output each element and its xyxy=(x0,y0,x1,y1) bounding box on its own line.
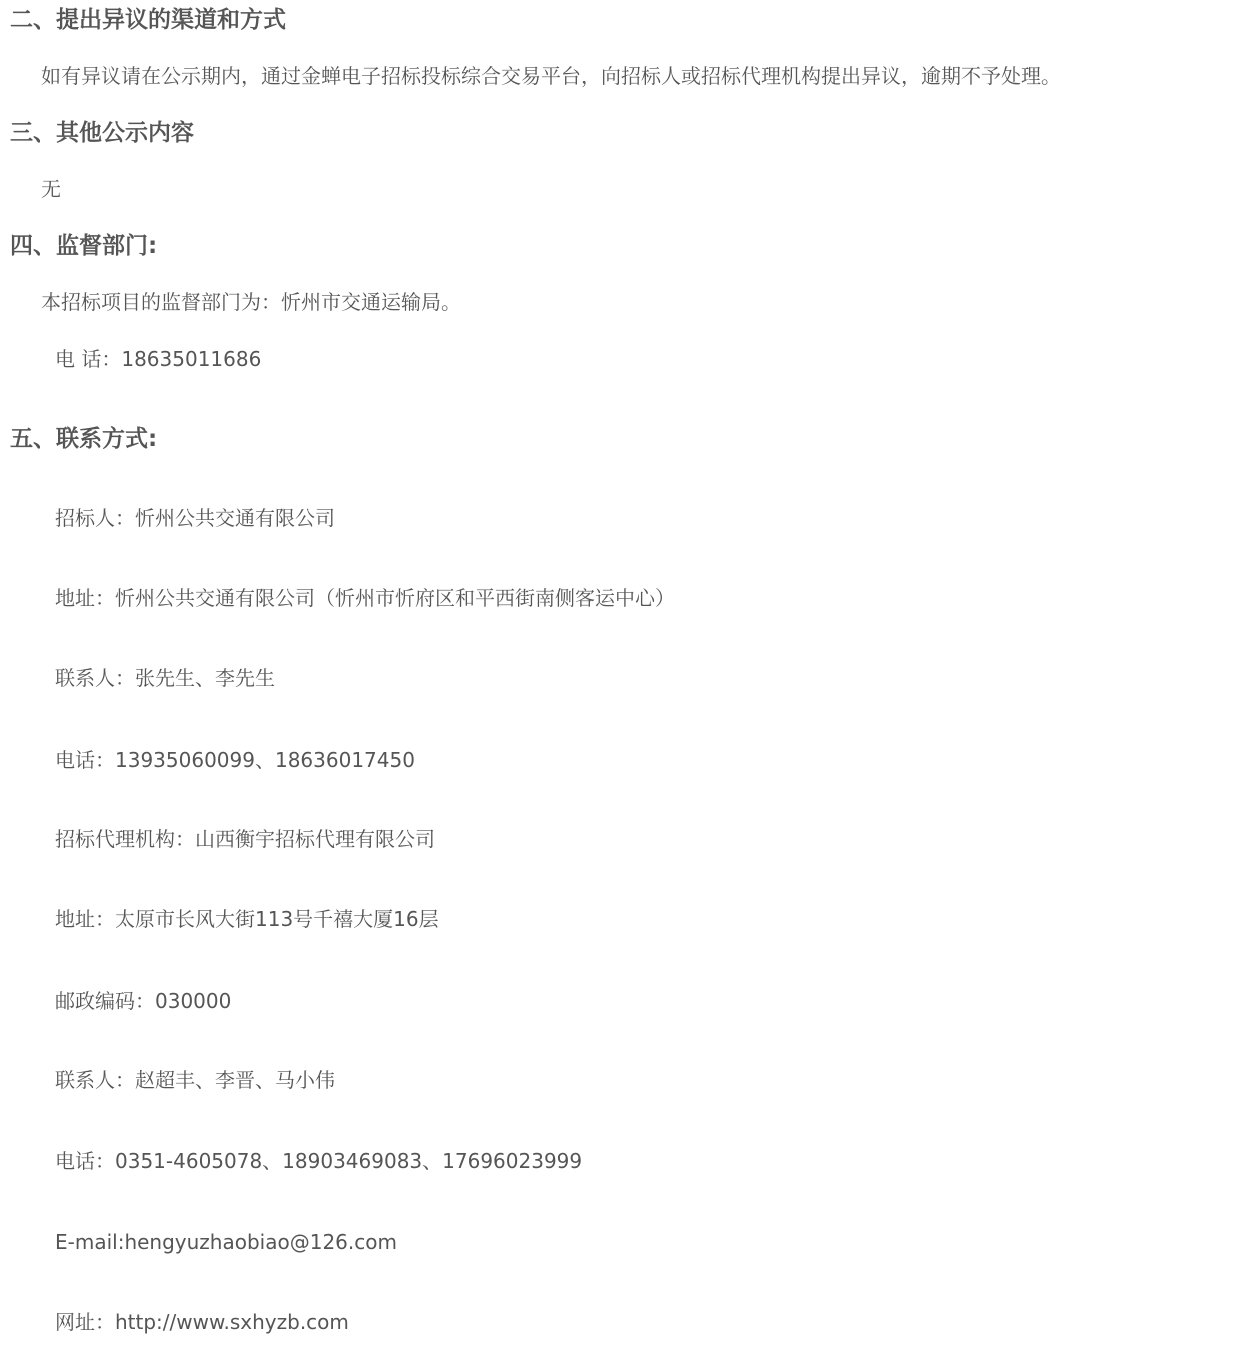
section-heading-supervision: 四、监督部门: xyxy=(10,233,158,259)
contact-postal-code: 邮政编码：030000 xyxy=(55,989,232,1013)
contact-email: E-mail:hengyuzhaobiao@126.com xyxy=(55,1230,397,1254)
contact-agency-phone: 电话：0351-4605078、18903469083、17696023999 xyxy=(55,1149,583,1173)
other-body: 无 xyxy=(41,177,61,201)
contact-agency: 招标代理机构：山西衡宇招标代理有限公司 xyxy=(55,827,435,851)
contact-website: 网址：http://www.sxhyzb.com xyxy=(55,1310,349,1334)
contact-agency-address: 地址：太原市长风大街113号千禧大厦16层 xyxy=(55,907,439,931)
section-heading-other: 三、其他公示内容 xyxy=(10,120,194,146)
contact-tenderer-phone: 电话：13935060099、18636017450 xyxy=(55,748,415,772)
supervision-phone: 电 话：18635011686 xyxy=(55,347,262,371)
contact-tenderer-address: 地址：忻州公共交通有限公司（忻州市忻府区和平西街南侧客运中心） xyxy=(55,586,675,610)
contact-tenderer-person: 联系人：张先生、李先生 xyxy=(55,666,275,690)
section-heading-objection: 二、提出异议的渠道和方式 xyxy=(10,7,286,33)
supervision-body: 本招标项目的监督部门为：忻州市交通运输局。 xyxy=(41,290,461,314)
objection-body: 如有异议请在公示期内，通过金蝉电子招标投标综合交易平台，向招标人或招标代理机构提出异议，逾期不予处理。 xyxy=(41,64,1061,88)
contact-agency-person: 联系人：赵超丰、李晋、马小伟 xyxy=(55,1068,335,1092)
section-heading-contact: 五、联系方式: xyxy=(10,426,158,452)
contact-tenderer: 招标人：忻州公共交通有限公司 xyxy=(55,506,335,530)
